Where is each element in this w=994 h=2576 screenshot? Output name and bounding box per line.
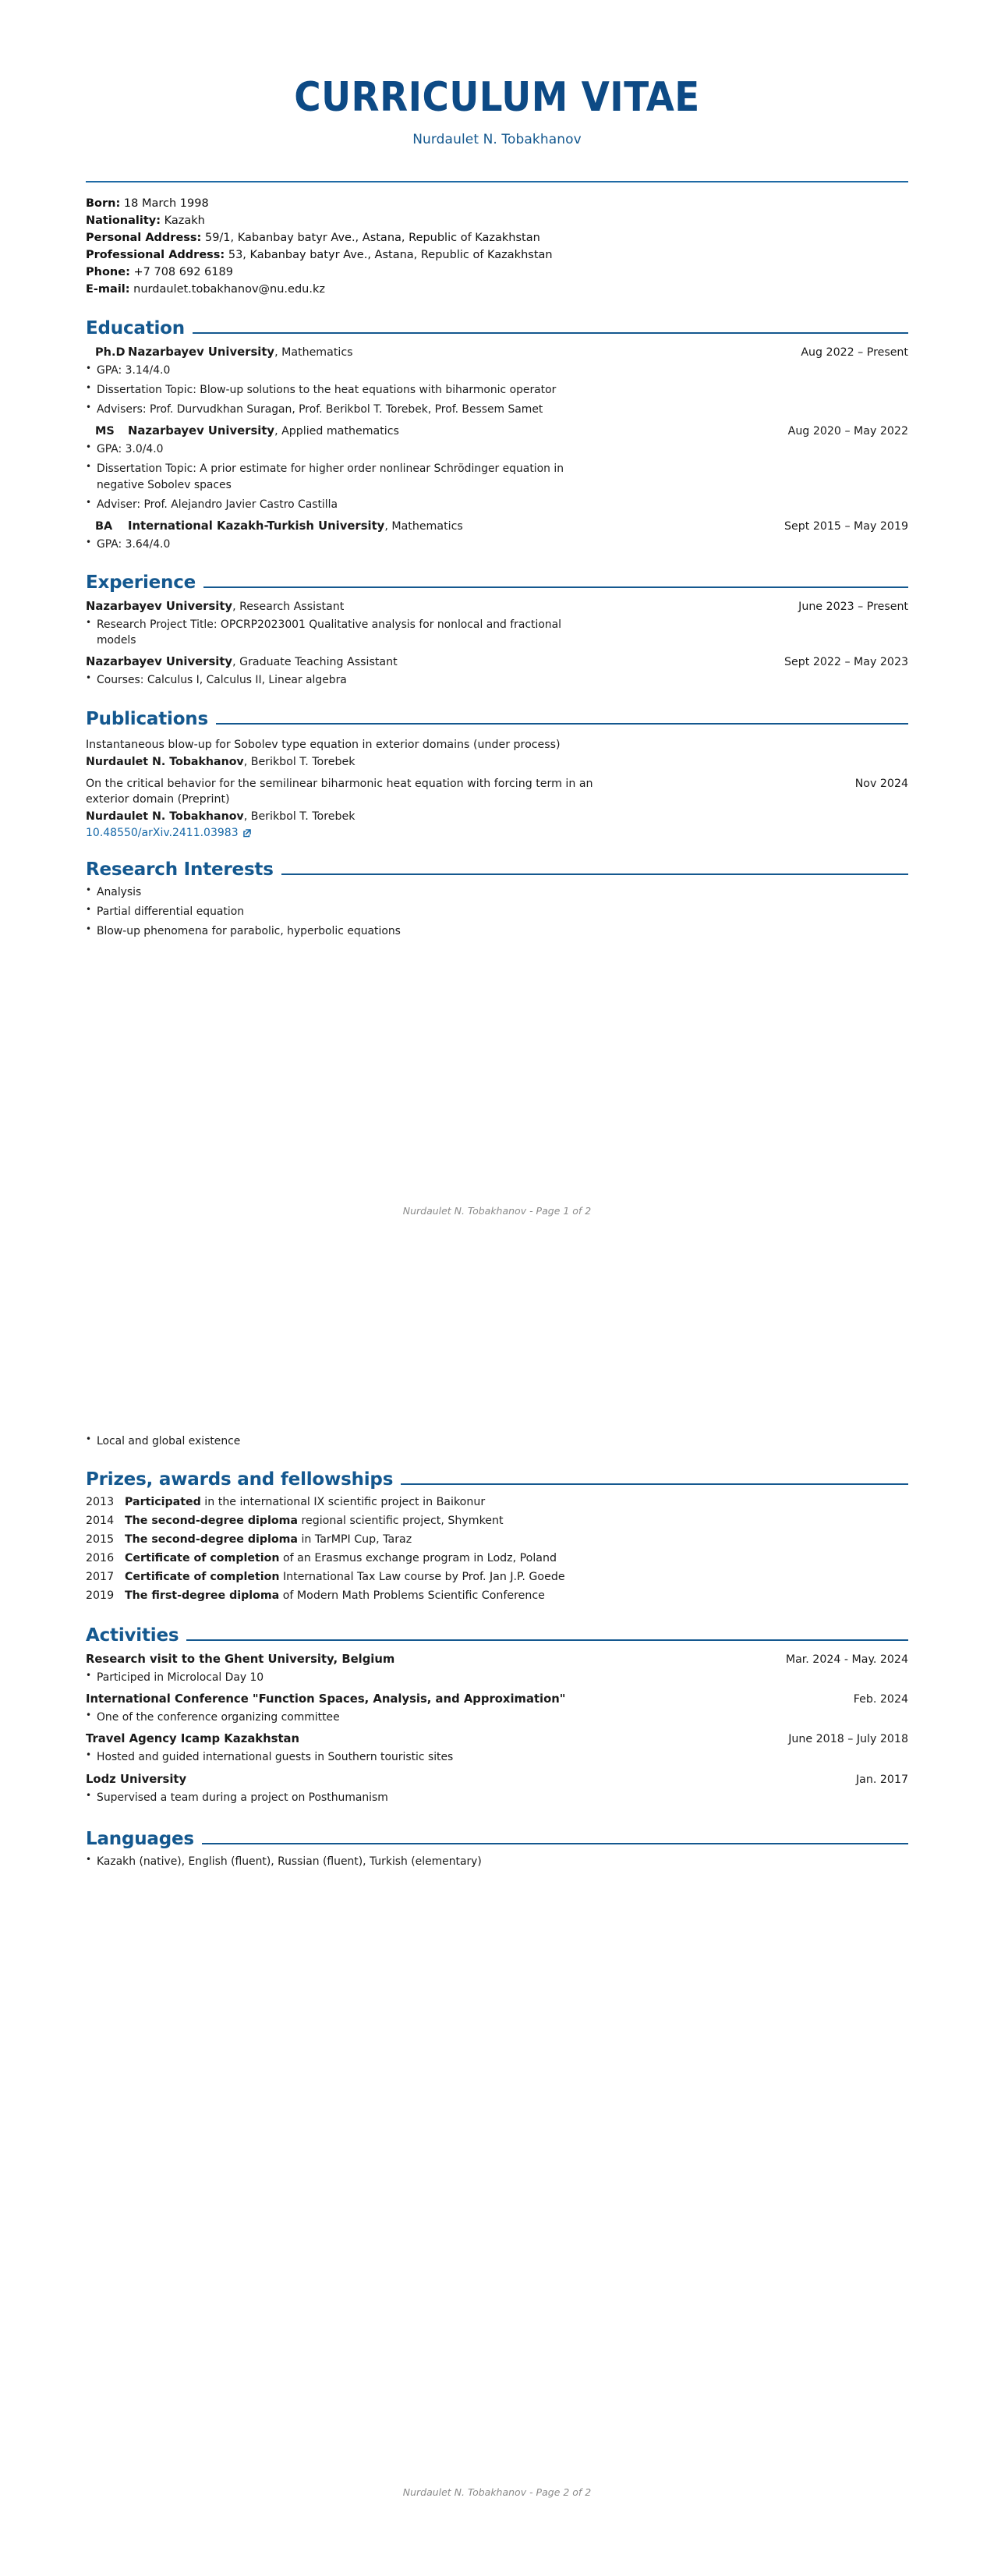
prize-entry [86, 1515, 908, 1527]
publication-title: Instantaneous blow-up for Sobolev type equation in exterior domains (under process) [86, 738, 561, 751]
prize-entry [86, 1533, 908, 1546]
languages-list [86, 1854, 908, 1869]
list-item: • Partial differential equation [86, 904, 596, 919]
prize-description: in the international IX scientific project in Baikonur [200, 1496, 486, 1509]
contact-nationality-value: Kazakh [164, 214, 205, 227]
publication-entry [86, 776, 908, 839]
prize-highlight: The second-degree diploma [125, 1533, 298, 1547]
list-item: • Local and global existence [86, 1433, 596, 1449]
list-item: • Supervised a team during a project on Posthumanism [86, 1790, 596, 1805]
contact-personal-address [86, 229, 908, 246]
experience-list [86, 600, 908, 688]
contact-block [86, 195, 908, 298]
experience-entry [86, 655, 908, 668]
prize-year: 2013 [86, 1496, 115, 1509]
prizes-list [86, 1496, 908, 1602]
contact-born-value: 18 March 1998 [123, 197, 209, 210]
experience-role: , Graduate Teaching Assistant [232, 656, 398, 669]
education-entry [86, 519, 908, 533]
activity-title: Research visit to the Ghent University, Belgium [86, 1653, 395, 1667]
prize-text [125, 1496, 485, 1508]
section-rule [216, 723, 908, 725]
experience-bullets [86, 672, 908, 688]
publication-author-highlight: Nurdaulet N. Tobakhanov [86, 755, 244, 768]
cv-page-2 [0, 1289, 994, 2576]
education-field: , Applied mathematics [274, 425, 399, 438]
education-date: Sept 2015 – May 2019 [784, 519, 908, 533]
section-title-activities: Activities [86, 1625, 179, 1646]
prize-year: 2014 [86, 1515, 115, 1528]
section-header-research-interests [86, 859, 908, 880]
contact-phone [86, 264, 908, 281]
list-item: • Kazakh (native), English (fluent), Russian (fluent), Turkish (elementary) [86, 1854, 596, 1869]
prize-text [125, 1515, 504, 1527]
activity-bullets [86, 1749, 908, 1765]
cv-page-1 [0, 0, 994, 1287]
activities-list [86, 1653, 908, 1805]
list-item: • Advisers: Prof. Durvudkhan Suragan, Prof. Berikbol T. Torebek, Prof. Bessem Samet [86, 402, 596, 417]
prize-text [125, 1552, 557, 1564]
section-header-publications [86, 709, 908, 729]
education-bullets [86, 441, 908, 512]
activity-title: Lodz University [86, 1772, 187, 1786]
education-entry-main [86, 345, 353, 359]
contact-phone-value: +7 708 692 6189 [133, 265, 233, 278]
education-organization: Nazarbayev University [128, 345, 275, 359]
activity-entry [86, 1692, 908, 1706]
prize-year: 2015 [86, 1533, 115, 1547]
page-title: CURRICULUM VITAE [294, 74, 700, 121]
contact-phone-label: Phone: [86, 265, 130, 278]
activity-title: International Conference "Function Spaces, Analysis, and Approximation" [86, 1692, 566, 1706]
header-divider [86, 181, 908, 182]
contact-personal-address-value: 59/1, Kabanbay batyr Ave., Astana, Republic of Kazakhstan [204, 231, 540, 244]
section-header-languages [86, 1829, 908, 1849]
activity-entry [86, 1732, 908, 1745]
prize-entry [86, 1552, 908, 1564]
list-item: • Dissertation Topic: A prior estimate for higher order nonlinear Schrödinger equation in negative Sobolev spaces [86, 461, 596, 492]
education-degree: BA [95, 519, 113, 533]
education-entry-main [86, 424, 399, 438]
publication-entry [86, 737, 908, 768]
section-rule [193, 332, 908, 334]
external-link-icon [242, 828, 252, 838]
page-footer-2: Nurdaulet N. Tobakhanov - Page 2 of 2 [402, 2486, 592, 2498]
prize-highlight: Certificate of completion [125, 1552, 280, 1565]
experience-role: , Research Assistant [232, 601, 345, 614]
experience-date: June 2023 – Present [798, 601, 908, 614]
prize-text [125, 1571, 565, 1583]
research-interests-list-page1 [86, 884, 908, 939]
education-degree: MS [95, 425, 115, 438]
publication-title-row [86, 737, 908, 753]
activity-date: June 2018 – July 2018 [788, 1733, 908, 1746]
activity-entry-main [86, 1653, 394, 1666]
education-field: , Mathematics [274, 345, 353, 359]
activity-bullets [86, 1790, 908, 1805]
prize-highlight: Participated [125, 1496, 201, 1509]
contact-email-label: E-mail: [86, 282, 130, 296]
education-date: Aug 2022 – Present [801, 345, 908, 359]
list-item: • Blow-up phenomena for parabolic, hyperbolic equations [86, 923, 596, 939]
list-item: • Participed in Microlocal Day 10 [86, 1670, 596, 1685]
experience-organization: Nazarbayev University [86, 600, 233, 614]
prize-description: of Modern Math Problems Scientific Conference [279, 1589, 545, 1603]
education-bullets [86, 537, 908, 552]
prize-highlight: The first-degree diploma [125, 1589, 280, 1603]
contact-personal-address-label: Personal Address: [86, 231, 202, 244]
list-item: • GPA: 3.14/4.0 [86, 363, 596, 378]
section-title-prizes: Prizes, awards and fellowships [86, 1469, 394, 1490]
prize-description: regional scientific project, Shymkent [297, 1515, 504, 1528]
section-header-prizes [86, 1469, 908, 1490]
section-title-research-interests: Research Interests [86, 859, 274, 880]
education-organization: Nazarbayev University [128, 424, 275, 438]
education-organization: International Kazakh-Turkish University [128, 519, 385, 533]
education-entry [86, 345, 908, 359]
contact-professional-address-label: Professional Address: [86, 248, 225, 261]
activity-date: Feb. 2024 [853, 1693, 908, 1706]
contact-born-label: Born: [86, 197, 121, 210]
prize-text [125, 1533, 412, 1546]
activity-bullets [86, 1670, 908, 1685]
experience-entry [86, 600, 908, 613]
section-title-experience: Experience [86, 572, 196, 594]
experience-entry-main [86, 600, 344, 613]
publication-author-rest: , Berikbol T. Torebek [243, 810, 356, 823]
section-title-education: Education [86, 317, 185, 338]
publication-title: On the critical behavior for the semilinear biharmonic heat equation with forcing term in an exterior domain (Preprint) [86, 777, 593, 806]
prize-year: 2017 [86, 1571, 115, 1584]
list-item: • Courses: Calculus I, Calculus II, Linear algebra [86, 672, 596, 688]
prize-description: International Tax Law course by Prof. Jan J.P. Goede [279, 1571, 565, 1584]
list-item: • Dissertation Topic: Blow-up solutions to the heat equations with biharmonic operator [86, 382, 596, 398]
education-list [86, 345, 908, 552]
activity-date: Jan. 2017 [856, 1773, 908, 1786]
section-title-publications: Publications [86, 708, 208, 729]
section-header-education [86, 318, 908, 338]
list-item: • GPA: 3.0/4.0 [86, 441, 596, 457]
experience-date: Sept 2022 – May 2023 [784, 656, 908, 669]
prize-highlight: The second-degree diploma [125, 1515, 298, 1528]
activity-entry-main [86, 1732, 299, 1745]
list-item: • GPA: 3.64/4.0 [86, 537, 596, 552]
prize-entry [86, 1589, 908, 1602]
prize-year: 2019 [86, 1589, 115, 1603]
section-rule [281, 873, 908, 875]
section-header-experience [86, 572, 908, 593]
prize-entry [86, 1496, 908, 1508]
section-rule [202, 1843, 908, 1844]
activity-bullets [86, 1710, 908, 1725]
education-bullets [86, 363, 908, 417]
activity-date: Mar. 2024 - May. 2024 [785, 1653, 908, 1667]
activity-entry-main [86, 1773, 186, 1786]
contact-born [86, 195, 908, 212]
contact-professional-address [86, 246, 908, 264]
contact-professional-address-value: 53, Kabanbay batyr Ave., Astana, Republic of Kazakhstan [228, 248, 553, 261]
experience-entry-main [86, 655, 398, 668]
education-entry [86, 424, 908, 438]
publication-title-row [86, 776, 908, 807]
education-entry-main [86, 519, 463, 533]
section-header-activities [86, 1625, 908, 1646]
publications-list [86, 737, 908, 839]
page-subtitle: Nurdaulet N. Tobakhanov [412, 131, 582, 147]
prize-text [125, 1589, 545, 1602]
contact-nationality [86, 212, 908, 229]
contact-email-value: nurdaulet.tobakhanov@nu.edu.kz [133, 282, 325, 296]
section-title-languages: Languages [86, 1828, 194, 1849]
education-date: Aug 2020 – May 2022 [787, 425, 908, 438]
activity-entry [86, 1773, 908, 1786]
publication-authors [86, 756, 908, 768]
page-footer-1: Nurdaulet N. Tobakhanov - Page 1 of 2 [402, 1205, 592, 1217]
prize-highlight: Certificate of completion [125, 1571, 280, 1584]
publication-authors [86, 810, 908, 823]
list-item: • Hosted and guided international guests in Southern touristic sites [86, 1749, 596, 1765]
education-degree: Ph.D [95, 345, 126, 359]
list-item: • One of the conference organizing committee [86, 1710, 596, 1725]
contact-email [86, 281, 908, 298]
section-rule [203, 586, 908, 588]
prize-description: in TarMPI Cup, Taraz [297, 1533, 412, 1547]
list-item: • Adviser: Prof. Alejandro Javier Castro Castilla [86, 497, 596, 512]
prize-year: 2016 [86, 1552, 115, 1565]
prize-entry [86, 1571, 908, 1583]
activity-title: Travel Agency Icamp Kazakhstan [86, 1732, 300, 1746]
list-item: • Research Project Title: OPCRP2023001 Qualitative analysis for nonlocal and fractional models [86, 617, 596, 648]
education-field: , Mathematics [384, 519, 463, 533]
publication-author-rest: , Berikbol T. Torebek [243, 755, 356, 768]
activity-entry [86, 1653, 908, 1666]
prize-description: of an Erasmus exchange program in Lodz, Poland [279, 1552, 557, 1565]
activity-entry-main [86, 1692, 566, 1706]
research-interests-list-page2 [86, 1289, 908, 1449]
experience-bullets [86, 617, 908, 648]
list-item: • Analysis [86, 884, 596, 900]
section-rule [401, 1483, 908, 1485]
publication-doi-text: 10.48550/arXiv.2411.03983 [86, 826, 239, 839]
publication-author-highlight: Nurdaulet N. Tobakhanov [86, 810, 244, 823]
section-rule [186, 1639, 908, 1641]
publication-doi-link[interactable] [86, 827, 252, 839]
experience-organization: Nazarbayev University [86, 655, 233, 669]
publication-date: Nov 2024 [854, 777, 908, 790]
contact-nationality-label: Nationality: [86, 214, 161, 227]
